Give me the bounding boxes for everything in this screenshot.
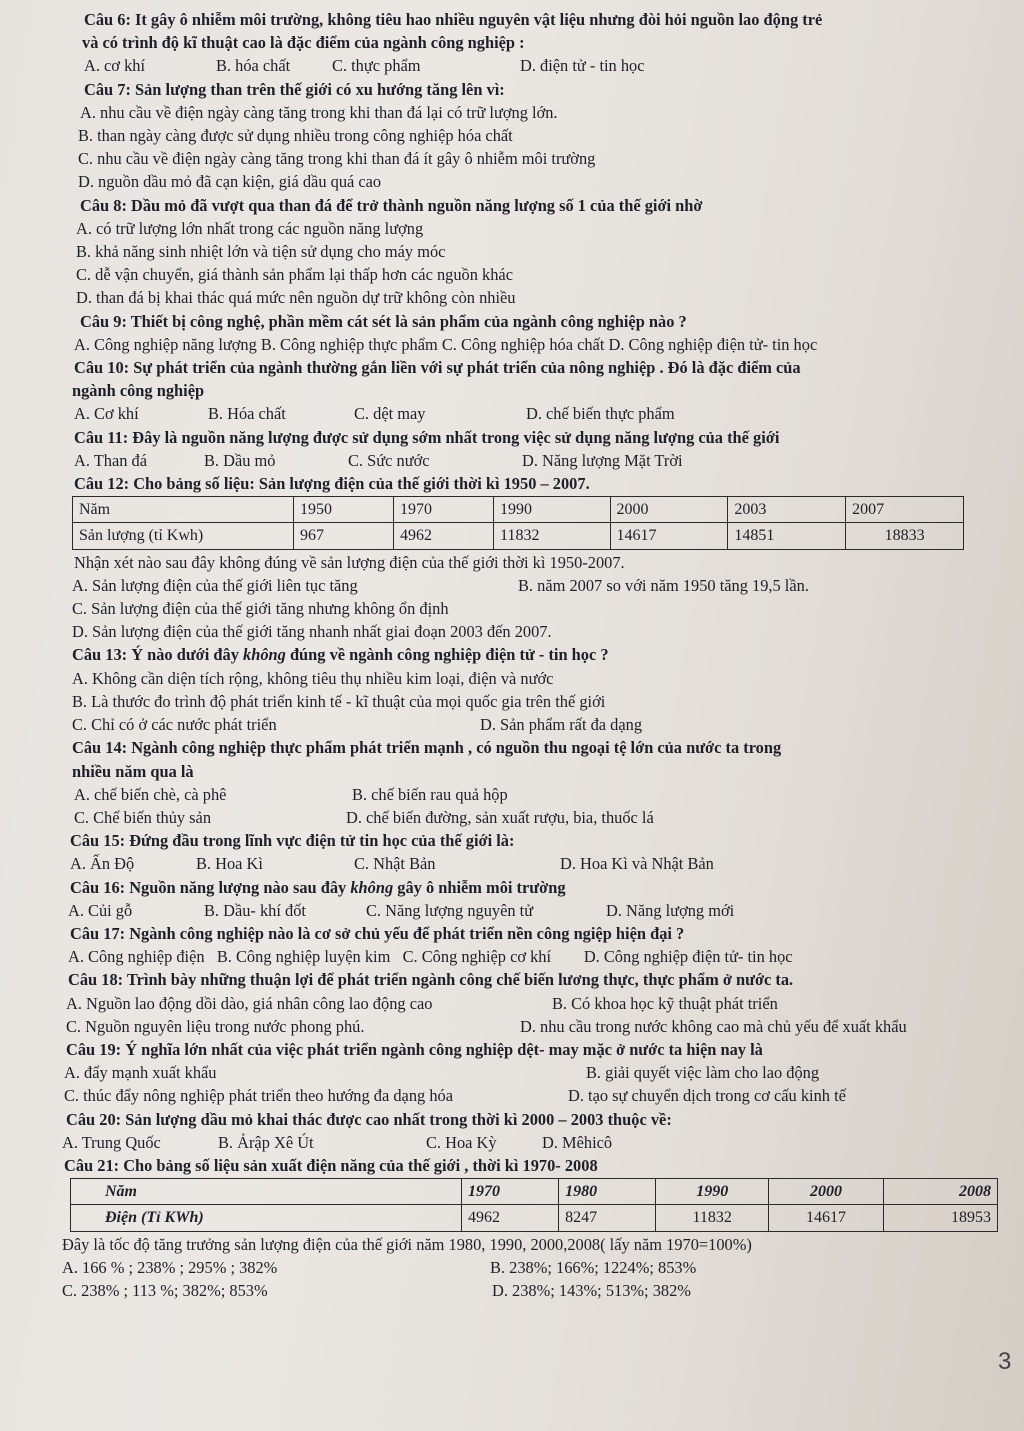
q14-option-b: B. chế biến rau quả hộp <box>352 784 508 804</box>
table-cell: 2000 <box>610 497 728 523</box>
q7-option-a: A. nhu cầu về điện ngày càng tăng trong khi than đá lại có trữ lượng lớn. <box>80 102 558 122</box>
question-10-options <box>74 402 1006 425</box>
q20-option-b: B. Ảrập Xê Út <box>218 1132 314 1152</box>
q13-option-a: A. Không cần diện tích rộng, không tiêu thụ nhiều kim loại, điện và nước <box>72 668 554 688</box>
question-6-title-cont: và có trình độ kĩ thuật cao là đặc điểm của ngành công nghiệp : <box>82 33 525 53</box>
q11-option-d: D. Năng lượng Mặt Trời <box>522 450 683 470</box>
q11-option-a: A. Than đá <box>74 450 147 470</box>
q8-option-d: D. than đá bị khai thác quá mức nên nguồn dự trữ không còn nhiều <box>76 288 516 308</box>
question-9-title: Câu 9: Thiết bị công nghệ, phần mềm cát sét là sản phẩm của ngành công nghiệp nào ? <box>80 311 687 331</box>
q14-option-a: A. chế biến chè, cà phê <box>74 784 227 804</box>
table-cell: 11832 <box>656 1205 769 1231</box>
q17-options: A. Công nghiệp điện B. Công nghiệp luyện kim C. Công nghiệp cơ khí D. Công nghiệp điện tử- tin học <box>68 947 793 967</box>
table-cell: 1970 <box>394 497 494 523</box>
question-15-options <box>70 852 1006 875</box>
page-number: 3 <box>998 1348 1012 1375</box>
q15-option-d: D. Hoa Kì và Nhật Bản <box>560 854 714 874</box>
table-cell: 18833 <box>846 523 964 549</box>
q10-option-b: B. Hóa chất <box>208 404 286 424</box>
q9-options: A. Công nghiệp năng lượng B. Công nghiệp thực phẩm C. Công nghiệp hóa chất D. Công nghiệp điện tử- tin học <box>74 334 818 354</box>
q16-option-c: C. Năng lượng nguyên tử <box>366 900 534 920</box>
q21-options-ab <box>62 1256 1006 1279</box>
q19-options-cd <box>64 1084 1006 1107</box>
question-11-options <box>74 449 1006 472</box>
question-14-title-cont: nhiều năm qua là <box>72 761 194 781</box>
table-cell: 14851 <box>728 523 846 549</box>
q13-options-cd <box>72 713 1006 736</box>
q18-options-cd <box>66 1015 1006 1038</box>
q7-option-b: B. than ngày càng được sử dụng nhiều trong công nghiệp hóa chất <box>78 126 513 146</box>
q10-option-c: C. dệt may <box>354 404 426 424</box>
q13-title-emphasis: không <box>243 645 286 665</box>
question-14-title: Câu 14: Ngành công nghiệp thực phẩm phát triển mạnh , có nguồn thu ngoại tệ lớn của nước ta trong <box>72 738 782 758</box>
q8-option-a: A. có trữ lượng lớn nhất trong các nguồn năng lượng <box>76 218 424 238</box>
table-cell: 4962 <box>394 523 494 549</box>
q12-option-a: A. Sản lượng điện của thế giới liên tục tăng <box>72 575 358 595</box>
q14-option-d: D. chế biến đường, sản xuất rượu, bia, thuốc lá <box>346 807 654 827</box>
question-13-title <box>72 643 1006 666</box>
question-16-options <box>68 899 1006 922</box>
q13-option-d: D. Sản phẩm rất đa dạng <box>480 715 643 735</box>
question-19-title: Câu 19: Ý nghĩa lớn nhất của việc phát triển ngành công nghiệp dệt- may mặc ở nước ta hiện nay là <box>66 1039 763 1059</box>
q20-title-text: Câu 20: Sản lượng dầu mỏ khai thác được cao nhất trong thời kì 2000 – 2003 thuộc về: <box>66 1109 672 1129</box>
q16-title-post: gây ô nhiễm môi trường <box>393 877 566 897</box>
q12-option-d: D. Sản lượng điện của thế giới tăng nhanh nhất giai đoạn 2003 đến 2007. <box>72 622 552 642</box>
q13-option-b: B. Là thước đo trình độ phát triển kinh tế - kĩ thuật của mọi quốc gia trên thế giới <box>72 691 606 711</box>
question-20-options <box>62 1131 1006 1154</box>
table-cell: Năm <box>73 497 294 523</box>
table-cell: 967 <box>294 523 394 549</box>
q18-option-b: B. Có khoa học kỹ thuật phát triển <box>552 993 778 1013</box>
q7-option-c: C. nhu cầu về điện ngày càng tăng trong khi than đá ít gây ô nhiễm môi trường <box>78 149 596 169</box>
q12-options-ab <box>72 574 1006 597</box>
q7-option-d: D. nguồn dầu mỏ đã cạn kiện, giá dầu quá cao <box>78 172 382 192</box>
q15-option-b: B. Hoa Kì <box>196 854 263 874</box>
table-cell: Điện (Tỉ KWh) <box>71 1205 462 1231</box>
table-cell: 18953 <box>883 1205 997 1231</box>
question-6-title: Câu 6: It gây ô nhiễm môi trường, không tiêu hao nhiều nguyên vật liệu nhưng đòi hỏi nguồn lao động trẻ <box>84 10 823 29</box>
q21-option-c: C. 238% ; 113 %; 382%; 853% <box>62 1280 268 1300</box>
table-row <box>73 497 964 523</box>
q6-option-a: A. cơ khí <box>84 56 146 76</box>
q21-options-cd <box>62 1279 1006 1302</box>
table-cell: 2008 <box>883 1179 997 1205</box>
q21-option-d: D. 238%; 143%; 513%; 382% <box>492 1280 691 1300</box>
question-16-title <box>70 876 1006 899</box>
question-20-title <box>66 1108 1006 1131</box>
q16-title-pre: Câu 16: Nguồn năng lượng nào sau đây <box>70 877 351 897</box>
q21-option-b: B. 238%; 166%; 1224%; 853% <box>490 1257 697 1277</box>
q16-option-d: D. Năng lượng mới <box>606 900 735 920</box>
table-cell: Sản lượng (tỉ Kwh) <box>73 523 294 549</box>
table-cell: 1950 <box>294 497 394 523</box>
q18-option-a: A. Nguồn lao động dồi dào, giá nhân công lao động cao <box>66 993 433 1013</box>
table-cell: 8247 <box>559 1205 656 1231</box>
question-6-options <box>84 54 1006 77</box>
q13-title-post: đúng về ngành công nghiệp điện tử - tin học ? <box>285 645 609 665</box>
q11-option-c: C. Sức nước <box>348 450 430 470</box>
q21-table <box>70 1178 998 1231</box>
table-row <box>73 523 964 549</box>
q16-option-a: A. Củi gỗ <box>68 900 133 920</box>
table-cell: 4962 <box>462 1205 559 1231</box>
q15-option-c: C. Nhật Bản <box>354 854 436 874</box>
table-cell: 1980 <box>559 1179 656 1205</box>
question-21-title: Câu 21: Cho bảng số liệu sản xuất điện năng của thế giới , thời kì 1970- 2008 <box>64 1155 598 1175</box>
q12-prompt: Nhận xét nào sau đây không đúng về sản lượng điện của thế giới thời kì 1950-2007. <box>74 552 625 572</box>
table-cell: 1970 <box>462 1179 559 1205</box>
q14-options-ab <box>74 783 1006 806</box>
q19-option-b: B. giải quyết việc làm cho lao động <box>586 1063 820 1083</box>
question-12-title <box>74 472 1006 495</box>
q19-option-d: D. tạo sự chuyển dịch trong cơ cấu kinh tế <box>568 1086 846 1106</box>
table-row <box>71 1205 998 1231</box>
question-10-title-cont: ngành công nghiệp <box>72 381 205 401</box>
q12-option-b: B. năm 2007 so với năm 1950 tăng 19,5 lần. <box>518 575 809 595</box>
q15-option-a: A. Ấn Độ <box>70 854 135 874</box>
q16-option-b: B. Dầu- khí đốt <box>204 900 306 920</box>
q10-option-a: A. Cơ khí <box>74 404 139 424</box>
q13-option-c: C. Chỉ có ở các nước phát triển <box>72 715 277 735</box>
question-18-title: Câu 18: Trình bày những thuận lợi để phát triển ngành công chế biến lương thực, thực phẩm ở nước ta. <box>68 970 794 990</box>
q20-option-d: D. Mêhicô <box>542 1132 613 1152</box>
q20-option-c: C. Hoa Kỳ <box>426 1132 497 1152</box>
q10-option-d: D. chế biến thực phẩm <box>526 404 675 424</box>
q8-option-c: C. dễ vận chuyển, giá thành sản phẩm lại thấp hơn các nguồn khác <box>76 265 513 285</box>
q6-option-d: D. điện tử - tin học <box>520 56 645 76</box>
table-cell: 2007 <box>846 497 964 523</box>
table-cell: 2003 <box>728 497 846 523</box>
q6-option-c: C. thực phẩm <box>332 56 421 76</box>
question-17-title: Câu 17: Ngành công nghiệp nào là cơ sở chủ yếu để phát triển nền công ngiệp hiện đại ? <box>70 923 685 943</box>
table-cell: 14617 <box>610 523 728 549</box>
exam-content <box>60 8 1006 1302</box>
q14-option-c: C. Chế biến thủy sản <box>74 807 212 827</box>
q18-options-ab <box>66 992 1006 1015</box>
q11-option-b: B. Dầu mỏ <box>204 450 276 470</box>
table-row <box>71 1179 998 1205</box>
q12-title-text: Câu 12: Cho bảng số liệu: Sản lượng điện của thế giới thời kì 1950 – 2007. <box>74 474 590 494</box>
q18-option-c: C. Nguồn nguyên liệu trong nước phong phú. <box>66 1016 365 1036</box>
q12-option-c: C. Sản lượng điện của thế giới tăng nhưng không ổn định <box>72 599 449 619</box>
question-7-title: Câu 7: Sản lượng than trên thế giới có xu hướng tăng lên vì: <box>84 79 505 99</box>
question-15-title: Câu 15: Đứng đầu trong lĩnh vực điện tử tin học của thế giới là: <box>70 831 515 851</box>
table-cell: 2000 <box>769 1179 883 1205</box>
q19-option-a: A. đẩy mạnh xuất khẩu <box>64 1063 217 1083</box>
question-11-title: Câu 11: Đây là nguồn năng lượng được sử dụng sớm nhất trong việc sử dụng năng lượng của thế giới <box>74 427 780 447</box>
q19-option-c: C. thúc đẩy nông nghiệp phát triển theo hướng đa dạng hóa <box>64 1086 453 1106</box>
question-8-title: Câu 8: Dầu mỏ đã vượt qua than đá để trở thành nguồn năng lượng số 1 của thế giới nhờ <box>80 195 703 215</box>
q13-title-pre: Câu 13: Ý nào dưới đây <box>72 645 244 665</box>
q21-option-a: A. 166 % ; 238% ; 295% ; 382% <box>62 1257 278 1277</box>
q6-option-b: B. hóa chất <box>216 56 291 76</box>
q21-prompt: Đây là tốc độ tăng trưởng sản lượng điện của thế giới năm 1980, 1990, 2000,2008( lấy năm 1970=100%) <box>62 1234 752 1254</box>
table-cell: 14617 <box>769 1205 883 1231</box>
q8-option-b: B. khả năng sinh nhiệt lớn và tiện sử dụng cho máy móc <box>76 242 446 262</box>
q16-title-emphasis: không <box>350 877 394 897</box>
q20-option-a: A. Trung Quốc <box>62 1132 161 1152</box>
table-cell: 11832 <box>494 523 610 549</box>
table-cell: Năm <box>71 1179 462 1205</box>
q14-options-cd <box>74 806 1006 829</box>
q18-option-d: D. nhu cầu trong nước không cao mà chủ yếu để xuất khẩu <box>520 1016 907 1036</box>
q12-table <box>72 496 964 549</box>
table-cell: 1990 <box>656 1179 769 1205</box>
q19-options-ab <box>64 1061 1006 1084</box>
table-cell: 1990 <box>494 497 610 523</box>
question-10-title: Câu 10: Sự phát triển của ngành thường gắn liền với sự phát triển của nông nghiệp . Đó là đặc điểm của <box>74 358 801 378</box>
